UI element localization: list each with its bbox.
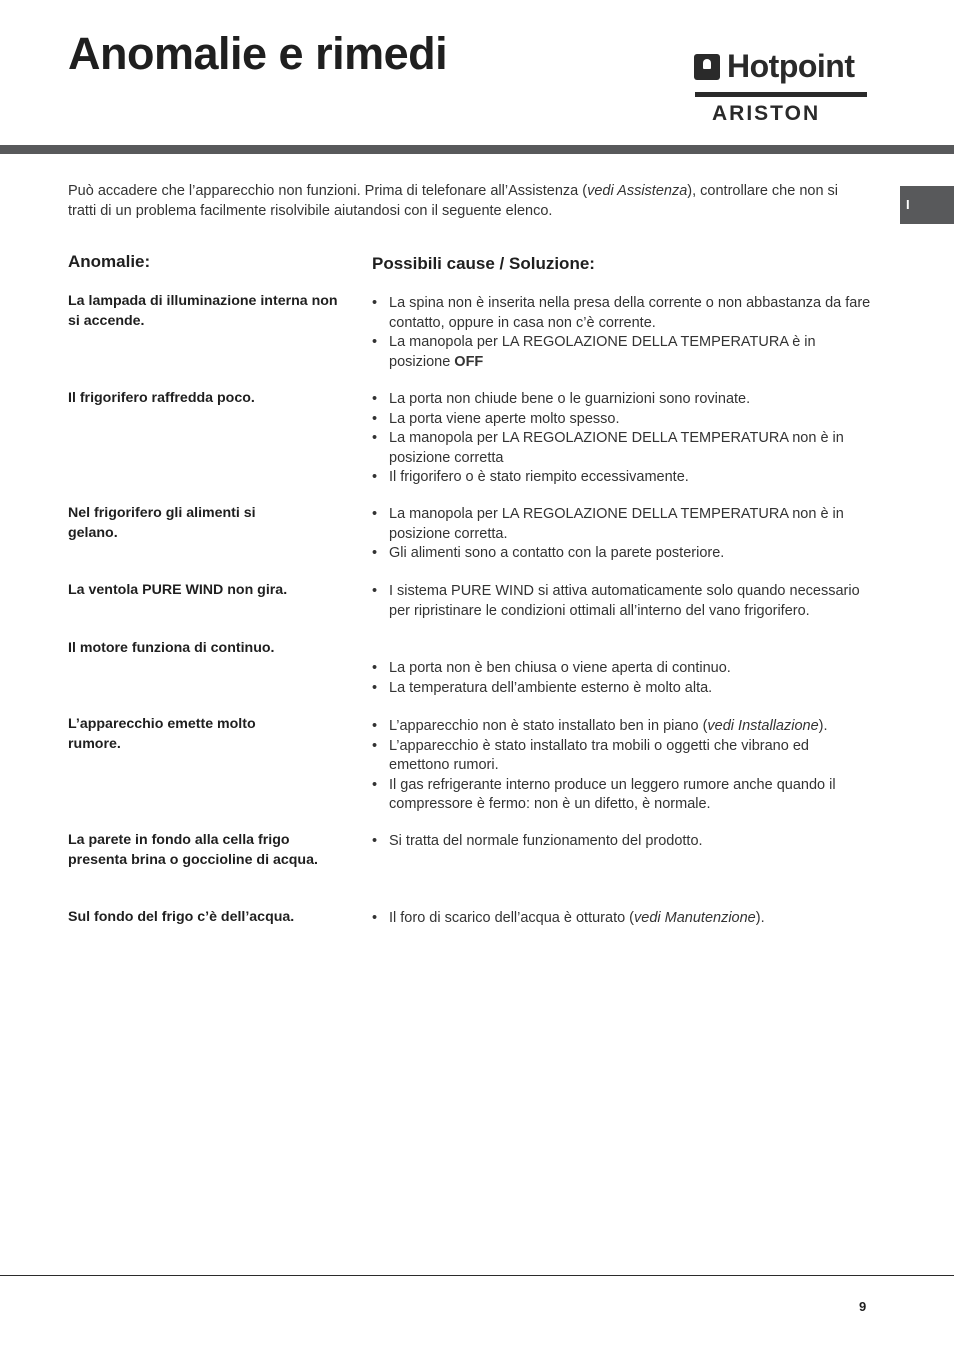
page-number: 9 xyxy=(859,1299,867,1314)
cause-emphasis: OFF xyxy=(454,353,484,370)
cause-item: • La manopola per LA REGOLAZIONE DELLA TEMPERATURA non è in posizione corretta. xyxy=(372,505,872,544)
language-tab: I xyxy=(900,186,954,224)
cause-item xyxy=(372,717,872,737)
intro-reference: vedi Assistenza xyxy=(587,183,688,199)
cause-reference: vedi Installazione xyxy=(707,718,819,734)
brand-logo xyxy=(694,48,868,126)
cause-text-end: ). xyxy=(755,910,765,926)
causes-cooling xyxy=(372,390,872,488)
cause-item: • Si tratta del normale funzionamento del prodotto. xyxy=(372,832,872,852)
footer-rule xyxy=(0,1275,954,1276)
causes-header: Possibili cause / Soluzione: xyxy=(372,254,595,273)
anomaly-fan: La ventola PURE WIND non gira. xyxy=(68,582,288,598)
cause-item: • I sistema PURE WIND si attiva automaticamente solo quando necessario per ripristinare le condizioni ottimali all’interno del vano frigorifero. xyxy=(372,582,872,621)
anomaly-water: Sul fondo del frigo c’è dell’acqua. xyxy=(68,909,295,925)
causes-water xyxy=(372,909,872,929)
anomaly-frost: La parete in fondo alla cella frigo presenta brina o goccioline di acqua. xyxy=(68,832,318,868)
cause-item: • La manopola per LA REGOLAZIONE DELLA TEMPERATURA non è in posizione corretta xyxy=(372,429,872,468)
cause-item: • Il frigorifero o è stato riempito eccessivamente. xyxy=(372,468,872,488)
anomaly-noise: L’apparecchio emette molto rumore. xyxy=(68,716,256,752)
cause-item: • La spina non è inserita nella presa della corrente o non abbastanza da fare contatto, oppure in casa non c’è corrente. xyxy=(372,294,872,333)
cause-item: • Gli alimenti sono a contatto con la parete posteriore. xyxy=(372,544,872,564)
cause-text: Il foro di scarico dell’acqua è otturato ( xyxy=(389,910,635,926)
causes-fan xyxy=(372,582,872,621)
hotpoint-square-logo-icon xyxy=(694,54,720,80)
causes-lamp xyxy=(372,294,872,372)
anomaly-motor: Il motore funziona di continuo. xyxy=(68,640,275,656)
cause-item: • L’apparecchio è stato installato tra mobili o oggetti che vibrano ed emettono rumori. xyxy=(372,737,872,776)
cause-item xyxy=(372,333,872,372)
causes-motor xyxy=(372,659,872,698)
cause-item: • La temperatura dell’ambiente esterno è molto alta. xyxy=(372,679,872,699)
causes-freezing xyxy=(372,505,872,564)
anomaly-cooling: Il frigorifero raffredda poco. xyxy=(68,390,255,406)
anomaly-freezing: Nel frigorifero gli alimenti si gelano. xyxy=(68,505,256,541)
causes-frost xyxy=(372,832,872,852)
cause-item: • Il gas refrigerante interno produce un leggero rumore anche quando il compressore è fermo: non è un difetto, è normale. xyxy=(372,776,872,815)
logo-brand-text: Hotpoint xyxy=(727,48,855,84)
anomalies-header: Anomalie: xyxy=(68,252,151,271)
intro-text-start: Può accadere che l’apparecchio non funzioni. Prima di telefonare all’Assistenza ( xyxy=(68,183,588,199)
header-rule xyxy=(0,145,954,154)
cause-item xyxy=(372,909,872,929)
page-title: Anomalie e rimedi xyxy=(68,28,448,79)
cause-item: • La porta non è ben chiusa o viene aperta di continuo. xyxy=(372,659,872,679)
cause-reference: vedi Manutenzione xyxy=(634,910,756,926)
cause-text-end: ). xyxy=(818,718,828,734)
logo-divider xyxy=(695,92,867,97)
cause-text: L’apparecchio non è stato installato ben in piano ( xyxy=(389,718,708,734)
intro-text-end: ), controllare che non si tratti di un problema facilmente risolvibile aiutandosi con il seguente elenco. xyxy=(68,183,839,219)
cause-item: • La porta viene aperte molto spesso. xyxy=(372,410,872,430)
intro-paragraph xyxy=(68,181,838,221)
anomaly-lamp: La lampada di illuminazione interna non si accende. xyxy=(68,293,338,329)
cause-item: • La porta non chiude bene o le guarnizioni sono rovinate. xyxy=(372,390,872,410)
causes-noise xyxy=(372,717,872,815)
cause-text: La manopola per LA REGOLAZIONE DELLA TEMPERATURA è in posizione xyxy=(389,334,816,370)
logo-sub-brand-text: ARISTON xyxy=(712,102,821,125)
